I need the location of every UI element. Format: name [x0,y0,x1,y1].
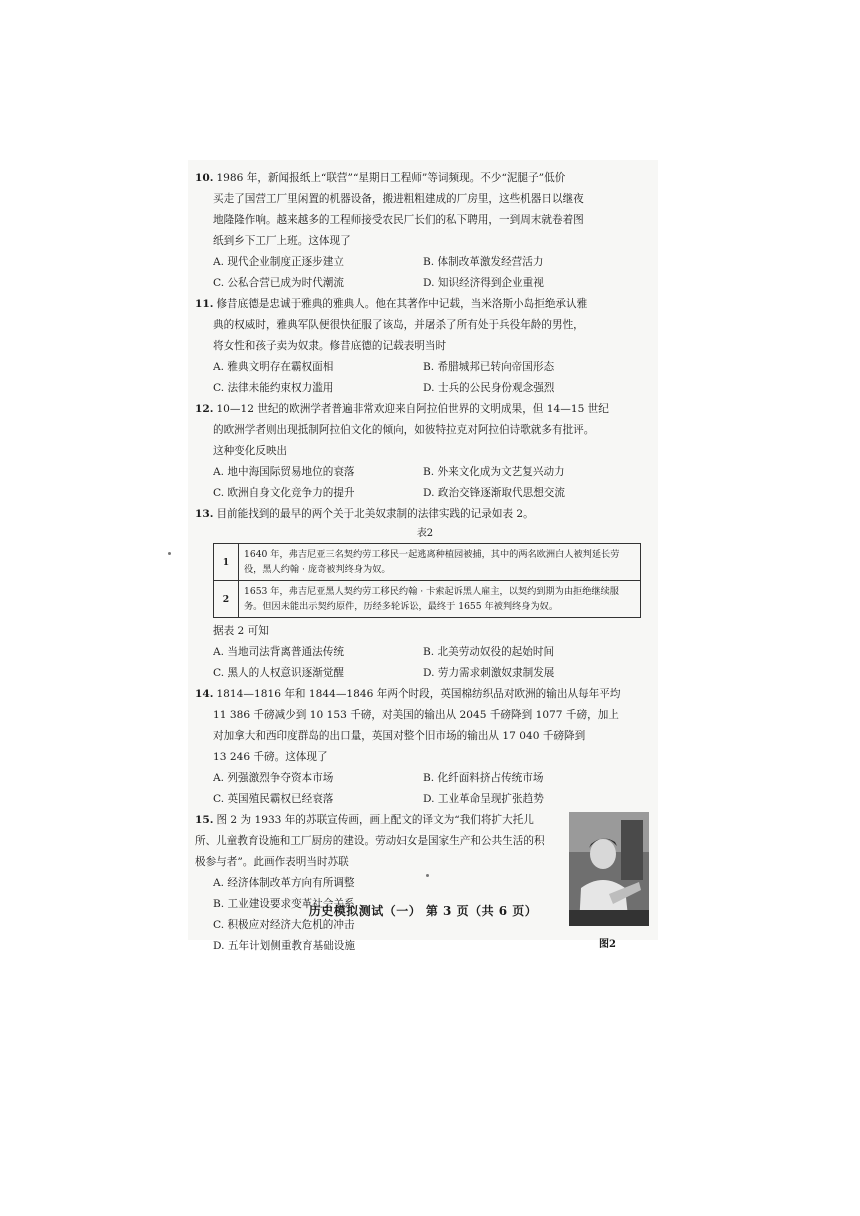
table-row [214,581,641,618]
question-15 [195,810,655,957]
question-12 [195,399,655,504]
option-a[interactable]: A. 雅典文明存在霸权面相 [213,361,334,373]
option-c[interactable]: C. 黑人的人权意识逐渐觉醒 [213,667,344,679]
record-table [213,543,641,618]
option-d[interactable]: D. 工业革命呈现扩张趋势 [423,793,544,805]
table-row-text: 1640 年，弗吉尼亚三名契约劳工移民一起逃离种植园被捕，其中的两名欧洲白人被判延长劳役，黑人约翰 · 庞奇被判终身为奴。 [239,544,641,581]
question-10 [195,168,655,294]
option-d[interactable]: D. 五年计划侧重教育基础设施 [213,940,355,952]
option-d[interactable]: D. 知识经济得到企业重视 [423,277,544,289]
question-stem-line: 地隆隆作响。越来越多的工程师接受农民厂长们的私下聘用，一到周末就卷着图 [213,214,584,226]
option-row [195,642,655,663]
question-stem-line: 纸到乡下工厂上班。这体现了 [213,235,351,247]
page-footer: 历史模拟测试（一） 第 3 页（共 6 页） [308,904,538,918]
question-stem-line: 11 386 千磅减少到 10 153 千磅，对美国的输出从 2045 千磅降到 1077 千磅，加上 [213,709,619,721]
option-b[interactable]: B. 外来文化成为文艺复兴动力 [423,466,565,478]
question-number: 15. [195,814,214,826]
question-number: 10. [195,172,214,184]
question-number: 11. [195,298,214,310]
option-d[interactable]: D. 劳力需求刺激奴隶制发展 [423,667,555,679]
table-title: 表2 [416,528,434,539]
question-number: 13. [195,508,214,520]
option-a[interactable]: A. 现代企业制度正逐步建立 [213,256,344,268]
question-number: 12. [195,403,214,415]
table-row [214,544,641,581]
option-c[interactable]: C. 积极应对经济大危机的冲击 [213,919,355,931]
option-a[interactable]: A. 当地司法背离普通法传统 [213,646,344,658]
question-14 [195,684,655,810]
option-row [195,357,655,378]
option-row [195,378,655,399]
question-stem-line: 典的权威时，雅典军队便很快征服了该岛，并屠杀了所有处于兵役年龄的男性， [213,319,584,331]
question-stem-line: 13 246 千磅。这体现了 [213,751,328,763]
scan-speck [426,874,429,877]
option-b[interactable]: B. 北美劳动奴役的起始时间 [423,646,555,658]
question-11 [195,294,655,399]
question-stem-line: 的欧洲学者则出现抵制阿拉伯文化的倾向，如彼特拉克对阿拉伯诗歌就多有批评。 [213,424,595,436]
question-stem-line: 1814—1816 年和 1844—1846 年两个时段，英国棉纺织品对欧洲的输出从每年平均 [216,688,621,700]
question-stem-line: 1986 年，新闻报纸上“联营”“星期日工程师”等词频现。不少“泥腿子”低价 [216,172,566,184]
question-list [195,168,655,957]
option-row [195,789,655,810]
question-prompt: 据表 2 可知 [213,625,269,637]
option-d[interactable]: D. 政治交锋逐渐取代思想交流 [423,487,565,499]
question-stem-line: 图 2 为 1933 年的苏联宣传画，画上配文的译文为“我们将扩大托儿所、儿童教育设施和工厂厨房的建设。劳动妇女是国家生产和公共生活的积极参与者”。此画作表明当时苏联 [195,814,545,868]
option-row [195,768,655,789]
option-b[interactable]: B. 化纤面料挤占传统市场 [423,772,544,784]
question-stem-line: 将女性和孩子卖为奴隶。修昔底德的记载表明当时 [213,340,447,352]
question-13 [195,504,655,684]
option-row [195,663,655,684]
question-stem-line: 修昔底德是忠诚于雅典的雅典人。他在其著作中记载，当米洛斯小岛拒绝承认雅 [216,298,588,310]
option-c[interactable]: C. 法律未能约束权力滥用 [213,382,334,394]
table-row-text: 1653 年，弗吉尼亚黑人契约劳工移民约翰 · 卡索起诉黑人雇主，以契约到期为由拒绝继续服务。但因未能出示契约原件，历经多轮诉讼，最终于 1655 年被判终身为奴。 [239,581,641,618]
question-stem-line: 买走了国营工厂里闲置的机器设备，搬进粗粗建成的厂房里，这些机器日以继夜 [213,193,584,205]
option-a[interactable]: A. 列强激烈争夺资本市场 [213,772,334,784]
option-c[interactable]: C. 英国殖民霸权已经衰落 [213,793,334,805]
option-row [195,252,655,273]
option-a[interactable]: A. 地中海国际贸易地位的衰落 [213,466,355,478]
option-a[interactable]: A. 经济体制改革方向有所调整 [213,877,355,889]
option-b[interactable]: B. 体制改革激发经营活力 [423,256,544,268]
figure-label: 图2 [599,939,616,950]
option-c[interactable]: C. 欧洲自身文化竞争力的提升 [213,487,355,499]
option-c[interactable]: C. 公私合营已成为时代潮流 [213,277,344,289]
question-stem-line: 目前能找到的最早的两个关于北美奴隶制的法律实践的记录如表 2。 [216,508,534,520]
question-stem-line: 这种变化反映出 [213,445,288,457]
scan-speck [168,552,171,555]
option-b[interactable]: B. 希腊城邦已转向帝国形态 [423,361,555,373]
question-number: 14. [195,688,214,700]
option-row [195,273,655,294]
table-row-index: 2 [214,581,239,618]
option-b[interactable]: B. 工业建设要求变革社会关系 [213,898,355,910]
option-d[interactable]: D. 士兵的公民身份观念强烈 [423,382,555,394]
question-stem [195,810,555,957]
option-row [195,462,655,483]
option-row [195,483,655,504]
table-row-index: 1 [214,544,239,581]
question-stem-line: 10—12 世纪的欧洲学者普遍非常欢迎来自阿拉伯世界的文明成果，但 14—15 世纪 [216,403,609,415]
question-stem-line: 对加拿大和西印度群岛的出口量，英国对整个旧市场的输出从 17 040 千磅降到 [213,730,586,742]
